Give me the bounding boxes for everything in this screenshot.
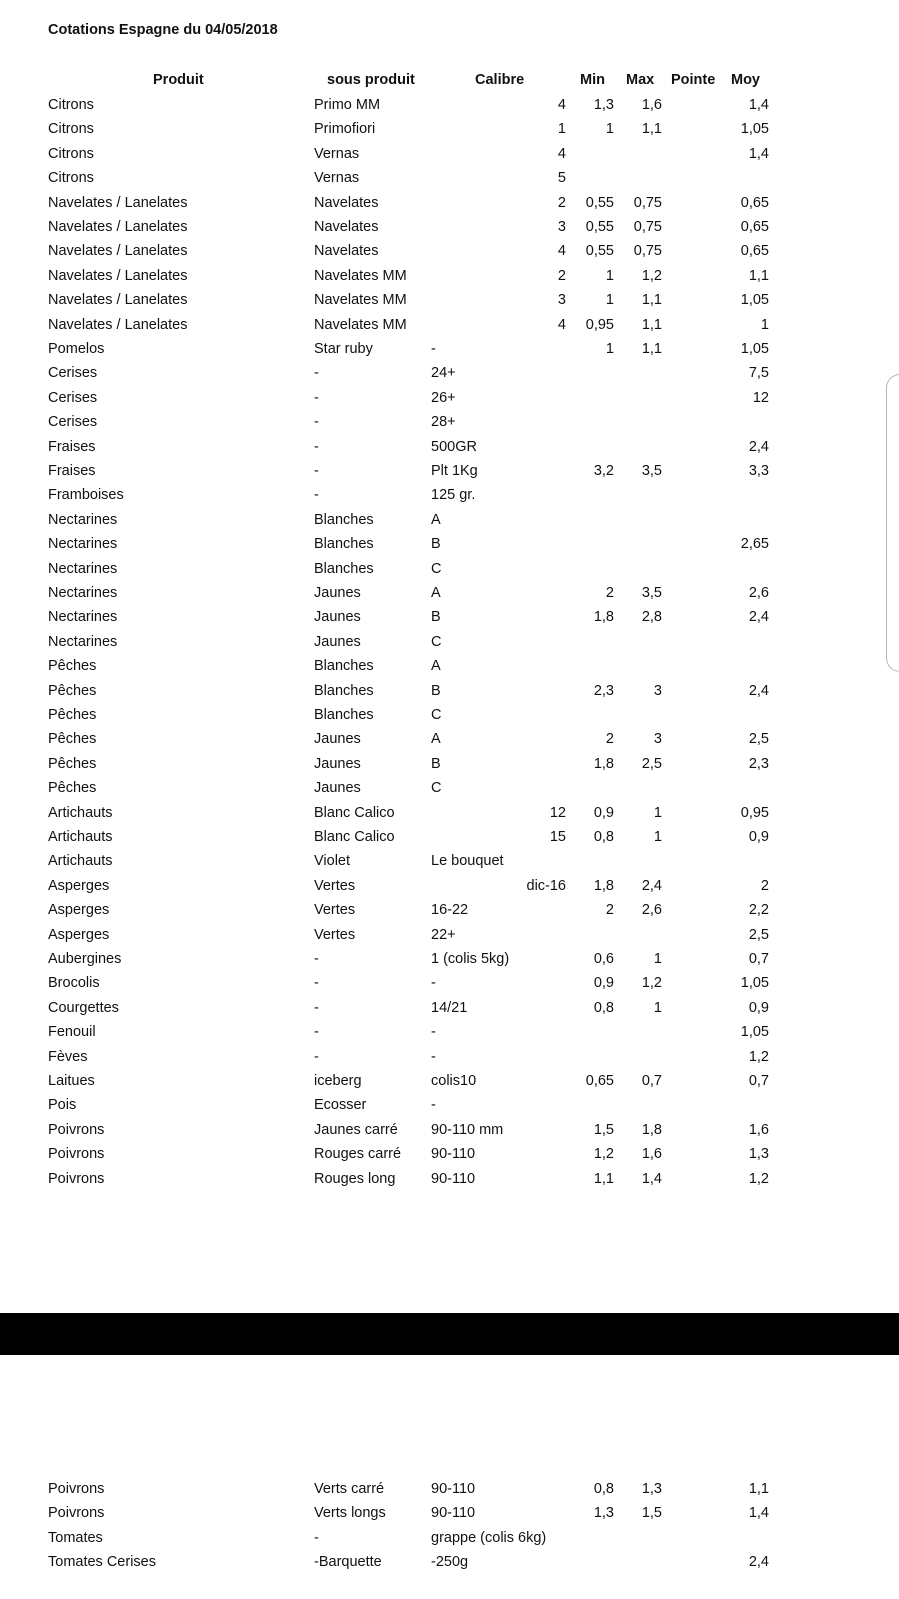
cell-sous-produit: iceberg: [314, 1073, 362, 1089]
cell-produit: Citrons: [48, 121, 94, 138]
cell-sous-produit: Jaunes: [314, 585, 361, 601]
cell-produit: Pêches: [48, 731, 97, 748]
header-min: Min: [580, 72, 605, 88]
cell-moy: 1,1: [748, 267, 769, 284]
table-row: [0, 828, 899, 852]
cell-min: 0,55: [585, 194, 614, 211]
cell-sous-produit: Blanc Calico: [314, 829, 395, 845]
table-row: [0, 1504, 899, 1528]
table-row: [0, 633, 899, 657]
cell-calibre: B: [431, 536, 441, 553]
cell-max: 2,6: [641, 902, 662, 919]
cell-num: 3: [557, 219, 566, 235]
table-row: [0, 1529, 899, 1553]
table-row: [0, 584, 899, 608]
cell-calibre: grappe (colis 6kg): [431, 1529, 547, 1546]
table-row: [0, 486, 899, 510]
table-row: [0, 779, 899, 803]
cell-min: 2: [605, 585, 614, 601]
cell-calibre: A: [431, 511, 441, 528]
cell-produit: Cerises: [48, 389, 98, 406]
cell-min: 1: [605, 121, 614, 138]
cell-produit: Pêches: [48, 780, 97, 797]
document-title: Cotations Espagne du 04/05/2018: [48, 22, 278, 38]
header-pointe: Pointe: [671, 72, 716, 88]
cell-calibre: A: [431, 731, 441, 748]
cell-num: dic-16: [526, 877, 566, 894]
cell-sous-produit: -: [314, 951, 319, 967]
cell-min: 1: [605, 292, 614, 309]
cell-produit: Artichauts: [48, 804, 113, 821]
cell-calibre: A: [431, 585, 441, 601]
cell-produit: Citrons: [48, 97, 94, 113]
cell-num: 2: [557, 194, 566, 211]
cell-produit: Nectarines: [48, 585, 118, 601]
table-row: [0, 242, 899, 266]
table-row: [0, 926, 899, 950]
table-row: [0, 1072, 899, 1096]
cell-min: 1,8: [593, 877, 614, 894]
table-row: [0, 1553, 899, 1577]
cell-produit: Courgettes: [48, 999, 119, 1016]
cell-sous-produit: Blanches: [314, 536, 374, 553]
cell-moy: 1,4: [748, 1505, 769, 1522]
cell-max: 0,7: [641, 1073, 662, 1089]
cell-moy: 1,4: [748, 97, 769, 113]
cell-sous-produit: -: [314, 1024, 319, 1041]
cell-moy: 1,05: [740, 121, 769, 138]
cell-max: 3: [653, 682, 662, 699]
cell-num: 1: [557, 121, 566, 138]
cell-produit: Fraises: [48, 463, 96, 479]
cell-produit: Citrons: [48, 170, 94, 187]
cell-moy: 1,05: [740, 341, 769, 357]
table-row: [0, 389, 899, 413]
table-row: [0, 316, 899, 340]
table-row: [0, 706, 899, 730]
cell-moy: 1,2: [748, 1048, 769, 1065]
table-row: [0, 96, 899, 120]
cell-calibre: 26+: [431, 389, 456, 406]
cell-sous-produit: Blanches: [314, 682, 374, 699]
cell-calibre: -: [431, 1024, 436, 1041]
cell-min: 0,9: [593, 975, 614, 992]
cell-produit: Cerises: [48, 365, 98, 382]
table-row: [0, 901, 899, 925]
table-row: [0, 804, 899, 828]
cell-max: 1,6: [641, 97, 662, 113]
cell-produit: Citrons: [48, 145, 94, 162]
cell-sous-produit: -: [314, 463, 319, 479]
cell-min: 0,55: [585, 243, 614, 260]
cell-moy: 1,2: [748, 1170, 769, 1187]
cell-sous-produit: Primo MM: [314, 97, 381, 113]
cell-min: 1: [605, 267, 614, 284]
cell-num: 4: [557, 316, 566, 333]
cell-calibre: C: [431, 707, 442, 723]
cell-calibre: 1 (colis 5kg): [431, 951, 510, 967]
cell-max: 1,8: [641, 1121, 662, 1138]
cell-produit: Fenouil: [48, 1024, 96, 1041]
cell-produit: Nectarines: [48, 609, 118, 626]
cell-produit: Nectarines: [48, 536, 118, 553]
table-row: [0, 120, 899, 144]
cell-moy: 0,65: [740, 243, 769, 260]
cell-max: 2,8: [641, 609, 662, 626]
scrollbar-handle[interactable]: [886, 374, 899, 672]
cell-max: 1,1: [641, 316, 662, 333]
cell-min: 1,8: [593, 609, 614, 626]
cell-sous-produit: Navelates: [314, 219, 379, 235]
cell-min: 1,3: [593, 97, 614, 113]
cell-moy: 2,4: [748, 682, 769, 699]
cell-sous-produit: Vertes: [314, 926, 356, 943]
cell-produit: Asperges: [48, 926, 110, 943]
cell-min: 1,3: [593, 1505, 614, 1522]
cell-calibre: Plt 1Kg: [431, 463, 478, 479]
cell-max: 3,5: [641, 585, 662, 601]
cell-calibre: 22+: [431, 926, 456, 943]
cell-produit: Artichauts: [48, 853, 113, 870]
cell-sous-produit: Blanches: [314, 560, 374, 577]
cell-min: 0,65: [585, 1073, 614, 1089]
cell-moy: 2,4: [748, 438, 769, 455]
cell-moy: 1,1: [748, 1481, 769, 1497]
cell-sous-produit: Jaunes: [314, 609, 361, 626]
cell-moy: 7,5: [748, 365, 769, 382]
cell-moy: 1,3: [748, 1146, 769, 1163]
cell-moy: 2,5: [748, 731, 769, 748]
cell-sous-produit: Blanches: [314, 707, 374, 723]
cell-sous-produit: Blanc Calico: [314, 804, 395, 821]
cell-moy: 2: [760, 877, 769, 894]
cell-sous-produit: Blanches: [314, 658, 374, 675]
cell-produit: Poivrons: [48, 1505, 105, 1522]
cell-calibre: 90-110: [431, 1146, 476, 1163]
cell-sous-produit: -Barquette: [314, 1553, 382, 1570]
table-row: [0, 950, 899, 974]
cell-produit: Aubergines: [48, 951, 122, 967]
cell-produit: Asperges: [48, 877, 110, 894]
cell-num: 12: [549, 804, 566, 821]
cell-moy: 12: [752, 389, 769, 406]
cell-produit: Pêches: [48, 707, 97, 723]
cell-sous-produit: -: [314, 414, 319, 431]
cell-max: 1,4: [641, 1170, 662, 1187]
cell-sous-produit: Navelates MM: [314, 292, 407, 309]
cell-max: 0,75: [633, 243, 662, 260]
cell-produit: Poivrons: [48, 1146, 105, 1163]
header-calibre: Calibre: [475, 72, 525, 88]
cell-max: 1: [653, 951, 662, 967]
cell-calibre: B: [431, 682, 441, 699]
cell-calibre: -: [431, 341, 436, 357]
cell-calibre: B: [431, 609, 441, 626]
cell-produit: Tomates: [48, 1529, 103, 1546]
cell-calibre: -: [431, 1048, 436, 1065]
cell-produit: Nectarines: [48, 633, 118, 650]
cell-sous-produit: Vernas: [314, 170, 360, 187]
cell-sous-produit: Primofiori: [314, 121, 376, 138]
cell-moy: 2,2: [748, 902, 769, 919]
cell-calibre: A: [431, 658, 441, 675]
table-row: [0, 608, 899, 632]
cell-calibre: 500GR: [431, 438, 477, 455]
cell-sous-produit: Jaunes: [314, 780, 361, 797]
cell-produit: Artichauts: [48, 829, 113, 845]
cell-max: 1,5: [641, 1505, 662, 1522]
cell-max: 1,1: [641, 341, 662, 357]
cell-max: 3,5: [641, 463, 662, 479]
cell-moy: 2,6: [748, 585, 769, 601]
cell-moy: 0,9: [748, 829, 769, 845]
cell-sous-produit: Ecosser: [314, 1097, 367, 1114]
cell-sous-produit: Jaunes: [314, 633, 361, 650]
cell-calibre: Le bouquet: [431, 853, 504, 870]
cell-produit: Navelates / Lanelates: [48, 219, 188, 235]
cell-max: 0,75: [633, 194, 662, 211]
cell-calibre: -250g: [431, 1553, 469, 1570]
cell-produit: Nectarines: [48, 560, 118, 577]
cell-num: 4: [557, 97, 566, 113]
cell-moy: 2,4: [748, 1553, 769, 1570]
header-max: Max: [626, 72, 655, 88]
cell-produit: Nectarines: [48, 511, 118, 528]
cell-produit: Navelates / Lanelates: [48, 243, 188, 260]
cell-max: 1,2: [641, 267, 662, 284]
cell-produit: Asperges: [48, 902, 110, 919]
cell-calibre: -: [431, 1097, 436, 1114]
cell-sous-produit: Vernas: [314, 145, 360, 162]
cell-produit: Poivrons: [48, 1170, 105, 1187]
table-row: [0, 755, 899, 779]
cell-produit: Tomates Cerises: [48, 1553, 156, 1570]
cell-sous-produit: -: [314, 438, 319, 455]
table-row: [0, 682, 899, 706]
cell-produit: Fèves: [48, 1048, 88, 1065]
cell-min: 0,8: [593, 1481, 614, 1497]
table-row: [0, 511, 899, 535]
cell-min: 0,55: [585, 219, 614, 235]
cell-moy: 0,7: [748, 1073, 769, 1089]
cell-min: 2: [605, 731, 614, 748]
table-row: [0, 657, 899, 681]
cell-moy: 0,7: [748, 951, 769, 967]
cell-sous-produit: Navelates: [314, 243, 379, 260]
cell-calibre: 90-110: [431, 1170, 476, 1187]
table-row: [0, 1170, 899, 1194]
cell-min: 0,8: [593, 829, 614, 845]
header-moy: Moy: [731, 72, 760, 88]
cell-sous-produit: Star ruby: [314, 341, 373, 357]
cell-min: 0,8: [593, 999, 614, 1016]
cell-max: 1,1: [641, 121, 662, 138]
cell-produit: Pêches: [48, 755, 97, 772]
table-row: [0, 1023, 899, 1047]
cell-calibre: 16-22: [431, 902, 469, 919]
table-row: [0, 340, 899, 364]
cell-max: 2,5: [641, 755, 662, 772]
cell-sous-produit: Jaunes carré: [314, 1121, 398, 1138]
cell-calibre: 14/21: [431, 999, 468, 1016]
cell-max: 0,75: [633, 219, 662, 235]
cell-produit: Pomelos: [48, 341, 105, 357]
black-separator-bar: [0, 1313, 899, 1355]
table-row: [0, 413, 899, 437]
cell-min: 3,2: [593, 463, 614, 479]
cell-moy: 3,3: [748, 463, 769, 479]
cell-sous-produit: Jaunes: [314, 731, 361, 748]
cell-calibre: -: [431, 975, 436, 992]
cell-moy: 0,65: [740, 194, 769, 211]
cell-sous-produit: Vertes: [314, 902, 356, 919]
table-row: [0, 999, 899, 1023]
table-row: [0, 169, 899, 193]
cell-max: 1: [653, 804, 662, 821]
table-row: [0, 364, 899, 388]
cell-min: 1,5: [593, 1121, 614, 1138]
cell-num: 5: [557, 170, 566, 187]
cell-calibre: 28+: [431, 414, 456, 431]
table-row: [0, 730, 899, 754]
cell-moy: 1: [760, 316, 769, 333]
cell-sous-produit: Rouges long: [314, 1170, 396, 1187]
cell-moy: 0,95: [740, 804, 769, 821]
table-row: [0, 218, 899, 242]
table-row: [0, 462, 899, 486]
cell-sous-produit: Navelates: [314, 194, 379, 211]
cell-num: 4: [557, 145, 566, 162]
cell-max: 1,1: [641, 292, 662, 309]
cell-sous-produit: -: [314, 487, 319, 504]
cell-moy: 1,4: [748, 145, 769, 162]
cell-calibre: C: [431, 780, 442, 797]
cell-moy: 2,65: [740, 536, 769, 553]
cell-calibre: 90-110: [431, 1481, 476, 1497]
cell-produit: Fraises: [48, 438, 96, 455]
cell-produit: Pois: [48, 1097, 77, 1114]
cell-moy: 0,65: [740, 219, 769, 235]
cell-moy: 2,4: [748, 609, 769, 626]
cell-produit: Navelates / Lanelates: [48, 292, 188, 309]
cell-min: 0,9: [593, 804, 614, 821]
table-row: [0, 877, 899, 901]
cell-moy: 2,3: [748, 755, 769, 772]
cell-min: 2: [605, 902, 614, 919]
cell-moy: 1,6: [748, 1121, 769, 1138]
cell-max: 1,3: [641, 1481, 662, 1497]
cell-sous-produit: Jaunes: [314, 755, 361, 772]
cell-calibre: 125 gr.: [431, 487, 476, 504]
table-row: [0, 1145, 899, 1169]
cell-sous-produit: -: [314, 389, 319, 406]
cell-calibre: 24+: [431, 365, 456, 382]
table-row: [0, 267, 899, 291]
cell-moy: 0,9: [748, 999, 769, 1016]
table-row: [0, 535, 899, 559]
cell-moy: 1,05: [740, 292, 769, 309]
table-row: [0, 1096, 899, 1120]
cell-produit: Navelates / Lanelates: [48, 194, 188, 211]
cell-moy: 1,05: [740, 975, 769, 992]
cell-moy: 2,5: [748, 926, 769, 943]
cell-sous-produit: Rouges carré: [314, 1146, 402, 1163]
cell-sous-produit: Blanches: [314, 511, 374, 528]
cell-calibre: 90-110: [431, 1505, 476, 1522]
cell-min: 1: [605, 341, 614, 357]
cell-sous-produit: -: [314, 365, 319, 382]
cell-calibre: C: [431, 633, 442, 650]
cell-max: 3: [653, 731, 662, 748]
cell-sous-produit: Verts longs: [314, 1505, 386, 1522]
cell-max: 1: [653, 829, 662, 845]
cell-produit: Pêches: [48, 658, 97, 675]
cell-produit: Poivrons: [48, 1481, 105, 1497]
table-row: [0, 1048, 899, 1072]
cell-sous-produit: Violet: [314, 853, 351, 870]
cell-min: 1,1: [593, 1170, 614, 1187]
cell-produit: Navelates / Lanelates: [48, 267, 188, 284]
cell-min: 0,6: [593, 951, 614, 967]
table-row: [0, 194, 899, 218]
cell-max: 1: [653, 999, 662, 1016]
cell-produit: Laitues: [48, 1073, 95, 1089]
cell-min: 2,3: [593, 682, 614, 699]
cell-calibre: B: [431, 755, 441, 772]
cell-max: 1,2: [641, 975, 662, 992]
cell-sous-produit: -: [314, 999, 319, 1016]
cell-min: 1,2: [593, 1146, 614, 1163]
table-row: [0, 974, 899, 998]
cell-sous-produit: Navelates MM: [314, 267, 407, 284]
table-row: [0, 1121, 899, 1145]
cell-sous-produit: -: [314, 975, 319, 992]
cell-produit: Navelates / Lanelates: [48, 316, 188, 333]
cell-num: 4: [557, 243, 566, 260]
cell-calibre: 90-110 mm: [431, 1121, 504, 1138]
cell-min: 1,8: [593, 755, 614, 772]
table-row: [0, 291, 899, 315]
cell-num: 2: [557, 267, 566, 284]
cell-sous-produit: Navelates MM: [314, 316, 407, 333]
cell-sous-produit: -: [314, 1048, 319, 1065]
cell-moy: 1,05: [740, 1024, 769, 1041]
cell-produit: Cerises: [48, 414, 98, 431]
cell-produit: Brocolis: [48, 975, 100, 992]
table-row: [0, 560, 899, 584]
cell-sous-produit: Vertes: [314, 877, 356, 894]
table-row: [0, 1480, 899, 1504]
table-row: [0, 145, 899, 169]
cell-num: 3: [557, 292, 566, 309]
table-row: [0, 438, 899, 462]
header-sous-produit: sous produit: [327, 72, 415, 88]
cell-min: 0,95: [585, 316, 614, 333]
cell-calibre: C: [431, 560, 442, 577]
cell-produit: Framboises: [48, 487, 124, 504]
cell-calibre: colis10: [431, 1073, 477, 1089]
cell-num: 15: [549, 829, 566, 845]
header-produit: Produit: [153, 72, 204, 88]
cell-sous-produit: -: [314, 1529, 319, 1546]
cell-max: 1,6: [641, 1146, 662, 1163]
cell-max: 2,4: [641, 877, 662, 894]
table-row: [0, 852, 899, 876]
cell-produit: Pêches: [48, 682, 97, 699]
cell-sous-produit: Verts carré: [314, 1481, 385, 1497]
cell-produit: Poivrons: [48, 1121, 105, 1138]
